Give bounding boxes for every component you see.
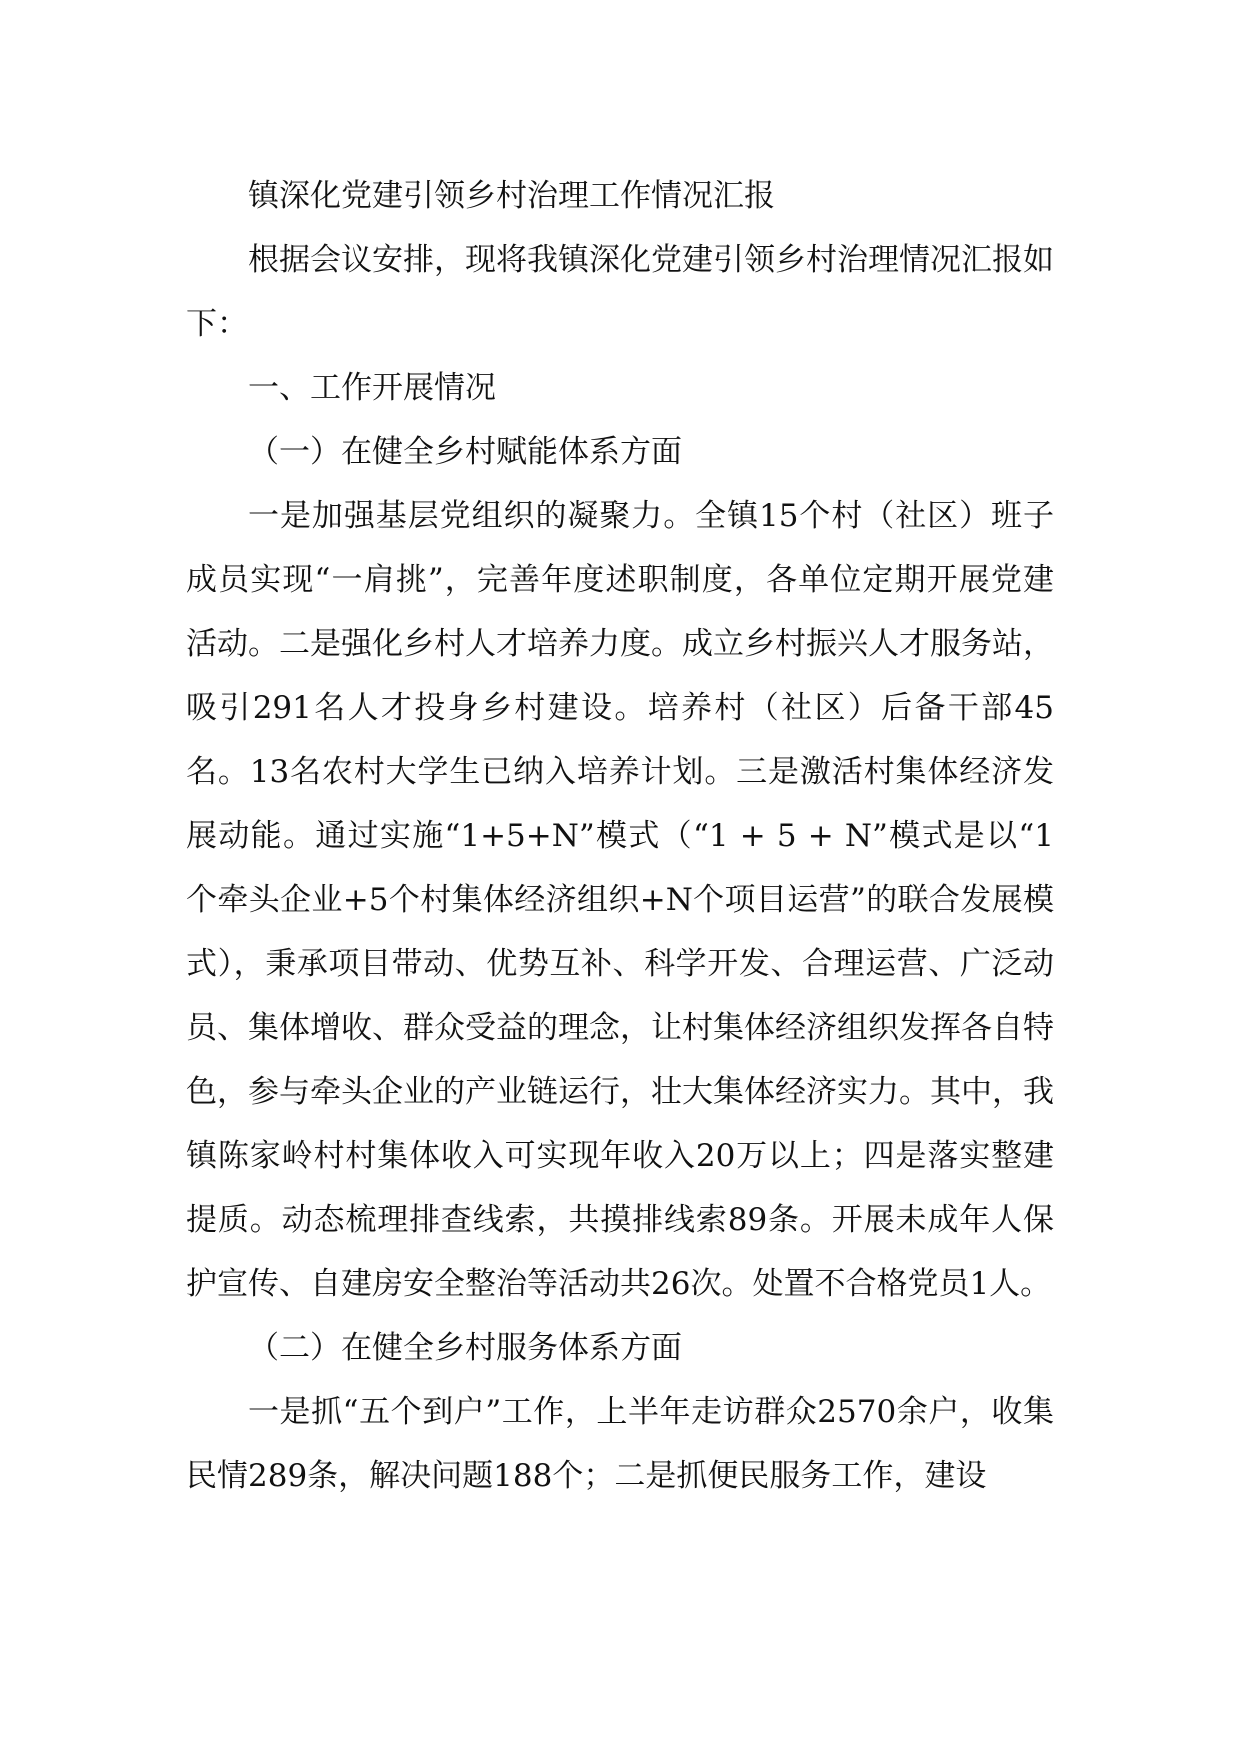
subsection-heading-1: （一）在健全乡村赋能体系方面 <box>248 434 682 470</box>
subsection-heading-2: （二）在健全乡村服务体系方面 <box>248 1330 682 1366</box>
body-paragraph-2: 一是抓“五个到户”工作，上半年走访群众2570余户，收集民情289条，解决问题188个；二是抓便民服务工作，建设 <box>186 1394 1054 1494</box>
intro-paragraph: 根据会议安排，现将我镇深化党建引领乡村治理情况汇报如下： <box>186 242 1054 342</box>
body-paragraph-1: 一是加强基层党组织的凝聚力。全镇15个村（社区）班子成员实现“一肩挑”，完善年度述职制度，各单位定期开展党建活动。二是强化乡村人才培养力度。成立乡村振兴人才服务站，吸引291名人才投身乡村建设。培养村（社区）后备干部45名。13名农村大学生已纳入培养计划。三是激活村集体经济发展动能。通过实施“1+5+N”模式（“1 + 5 + N”模式是以“1个牵头企业+5个村集体经济组织+N个项目运营”的联合发展模式），秉承项目带动、优势互补、科学开发、合理运营、广泛动员、集体增收、群众受益的理念，让村集体经济组织发挥各自特色，参与牵头企业的产业链运行，壮大集体经济实力。其中，我镇陈家岭村村集体收入可实现年收入20万以上；四是落实整建提质。动态梳理排查线索，共摸排线索89条。开展未成年人保护宣传、自建房安全整治等活动共26次。处置不合格党员1人。 <box>186 498 1054 1302</box>
document-title: 镇深化党建引领乡村治理工作情况汇报 <box>248 178 775 214</box>
section-heading-1: 一、工作开展情况 <box>248 370 496 406</box>
document-body <box>186 164 1054 1508</box>
